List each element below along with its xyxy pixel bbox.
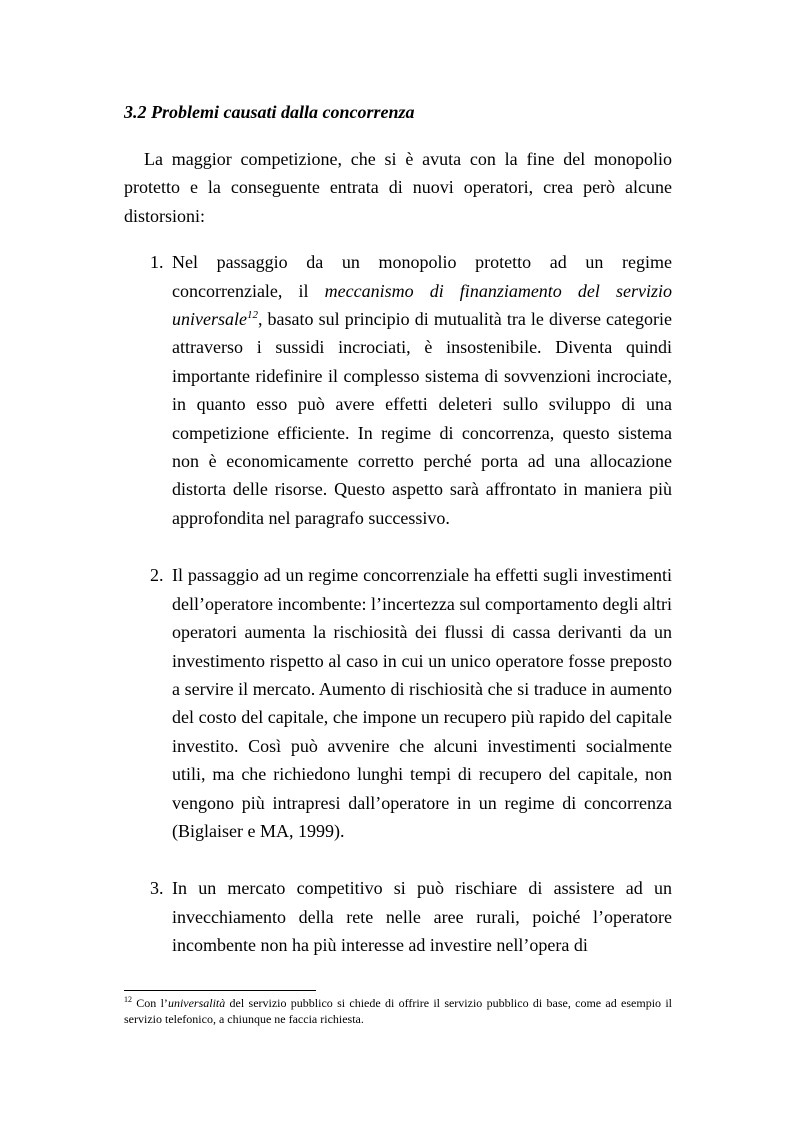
document-page: [124, 95, 672, 989]
list-item-text: [172, 248, 672, 532]
footnote-text-part: Con l’: [132, 996, 168, 1010]
list-item: [150, 874, 672, 959]
intro-paragraph: La maggior competizione, che si è avuta con la fine del monopolio protetto e la conseguente entrata di nuovi operatori, crea però alcune distorsioni:: [124, 149, 672, 226]
footnote-text-part: del servizio pubblico si chiede di offrire il servizio pubblico di base, come ad esempio il servizio telefonico, a chiunque ne faccia richiesta.: [124, 996, 672, 1026]
list-item: [150, 561, 672, 845]
list-item: [150, 248, 672, 532]
list-item-text: Il passaggio ad un regime concorrenziale ha effetti sugli investimenti dell’operatore incombente: l’incertezza sul comportamento degli altri operatori aumenta la rischiosità dei flussi di cassa derivanti da un investimento rispetto al caso in cui un unico operatore fosse preposto a servire il mercato. Aumento di rischiosità che si traduce in aumento del costo del capitale, che impone un recupero più rapido del capitale investito. Così può avvenire che alcuni investimenti socialmente utili, ma che richiedono lunghi tempi di recupero del capitale, non vengono più intrapresi dall’operatore in un regime di concorrenza (Biglaiser e MA, 1999).: [172, 565, 672, 841]
footnote-emphasized-term: universalità: [167, 996, 226, 1010]
list-item-number: 1.: [150, 252, 164, 273]
footnote-divider: [124, 990, 316, 991]
emphasized-term: meccanismo di finanziamento del servizio universale: [172, 280, 672, 330]
footnote-reference[interactable]: 12: [246, 309, 258, 322]
list-item-text-part: , basato sul principio di mutualità tra le diverse categorie attraverso i sussidi incrociati, è insostenibile. Diventa quindi importante ridefinire il complesso sistema di sovvenzioni incrociate, in quanto esso può avere effetti deleteri sullo sviluppo di una competizione efficiente. In regime di concorrenza, questo sistema non è economicamente corretto perché porta ad una allocazione distorta delle risorse. Questo aspetto sarà affrontato in maniera più approfondita nel paragrafo successivo.: [172, 309, 672, 528]
distortion-list: [124, 248, 672, 959]
list-item-text-part: Nel passaggio da un monopolio protetto ad un regime concorrenziale, il: [172, 252, 672, 301]
footnote: [124, 996, 672, 1027]
list-item-number: 2.: [150, 565, 164, 586]
section-heading: 3.2 Problemi causati dalla concorrenza: [124, 102, 415, 122]
list-item-number: 3.: [150, 878, 164, 899]
footnote-number: 12: [124, 995, 132, 1004]
list-item-text: In un mercato competitivo si può rischiare di assistere ad un invecchiamento della rete nelle aree rurali, poiché l’operatore incombente non ha più interesse ad investire nell’opera di: [172, 878, 672, 956]
